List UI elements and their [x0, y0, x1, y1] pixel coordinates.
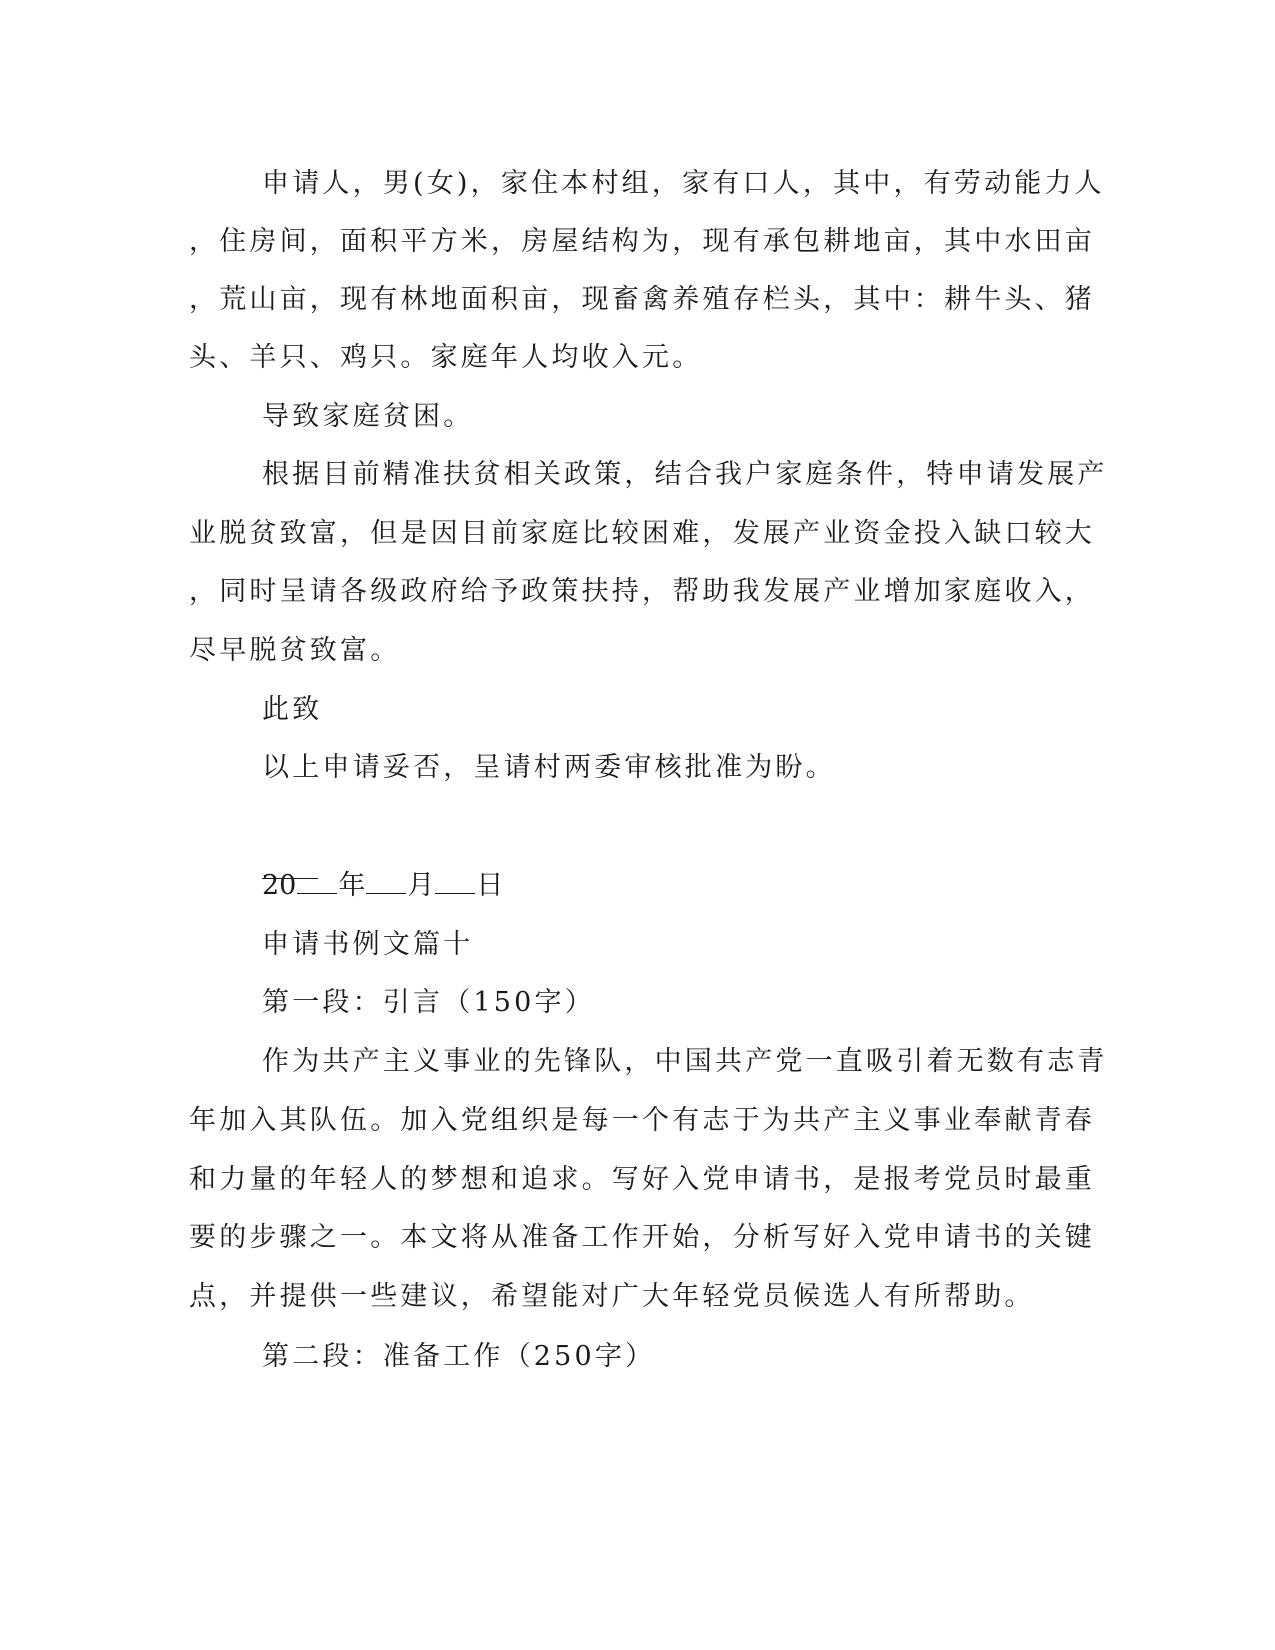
paragraph-line: 业脱贫致富，但是因目前家庭比较困难，发展产业资金投入缺口较大 [189, 518, 1095, 549]
date-blank [435, 871, 475, 894]
section-title: 申请书例文篇十 [262, 929, 474, 960]
date-month: 月 [407, 870, 435, 901]
paragraph-line: 作为共产主义事业的先锋队，中国共产党一直吸引着无数有志青 [262, 1046, 1108, 1077]
paragraph-line: ，住房间，面积平方米，房屋结构为，现有承包耕地亩，其中水田亩 [189, 226, 1095, 257]
paragraph-line: 点，并提供一些建议，希望能对广大年轻党员候选人有所帮助。 [189, 1281, 1035, 1312]
date-blank [366, 871, 406, 894]
part1-heading: 第一段：引言（150字） [262, 987, 595, 1018]
paragraph-line: 导致家庭贫困。 [262, 401, 474, 432]
paragraph-line: 年加入其队伍。加入党组织是每一个有志于为共产主义事业奉献青春 [189, 1105, 1095, 1136]
closing-request: 以上申请妥否，呈请村两委审核批准为盼。 [262, 752, 836, 783]
paragraph-line: 和力量的年轻人的梦想和追求。写好入党申请书，是报考党员时最重 [189, 1164, 1095, 1195]
closing-salutation: 此致 [262, 694, 323, 725]
paragraph-line: ，荒山亩，现有林地面积亩，现畜禽养殖存栏头，其中：耕牛头、猪 [189, 284, 1095, 315]
paragraph-line: 根据目前精准扶贫相关政策，结合我户家庭条件，特申请发展产 [262, 459, 1108, 490]
date-day: 日 [476, 870, 504, 901]
date-line [262, 868, 503, 904]
date-prefix: 20 [262, 870, 297, 901]
paragraph-line: ，同时呈请各级政府给予政策扶持，帮助我发展产业增加家庭收入， [189, 576, 1095, 607]
date-blank [297, 871, 337, 894]
paragraph-line: 头、羊只、鸡只。家庭年人均收入元。 [189, 342, 703, 373]
paragraph-line: 申请人，男(女)，家住本村组，家有口人，其中，有劳动能力人 [262, 168, 1105, 199]
paragraph-line: 要的步骤之一。本文将从准备工作开始，分析写好入党申请书的关键 [189, 1222, 1095, 1253]
date-year: 年 [338, 870, 366, 901]
part2-heading: 第二段：准备工作（250字） [262, 1341, 656, 1372]
paragraph-line: 尽早脱贫致富。 [189, 635, 401, 666]
